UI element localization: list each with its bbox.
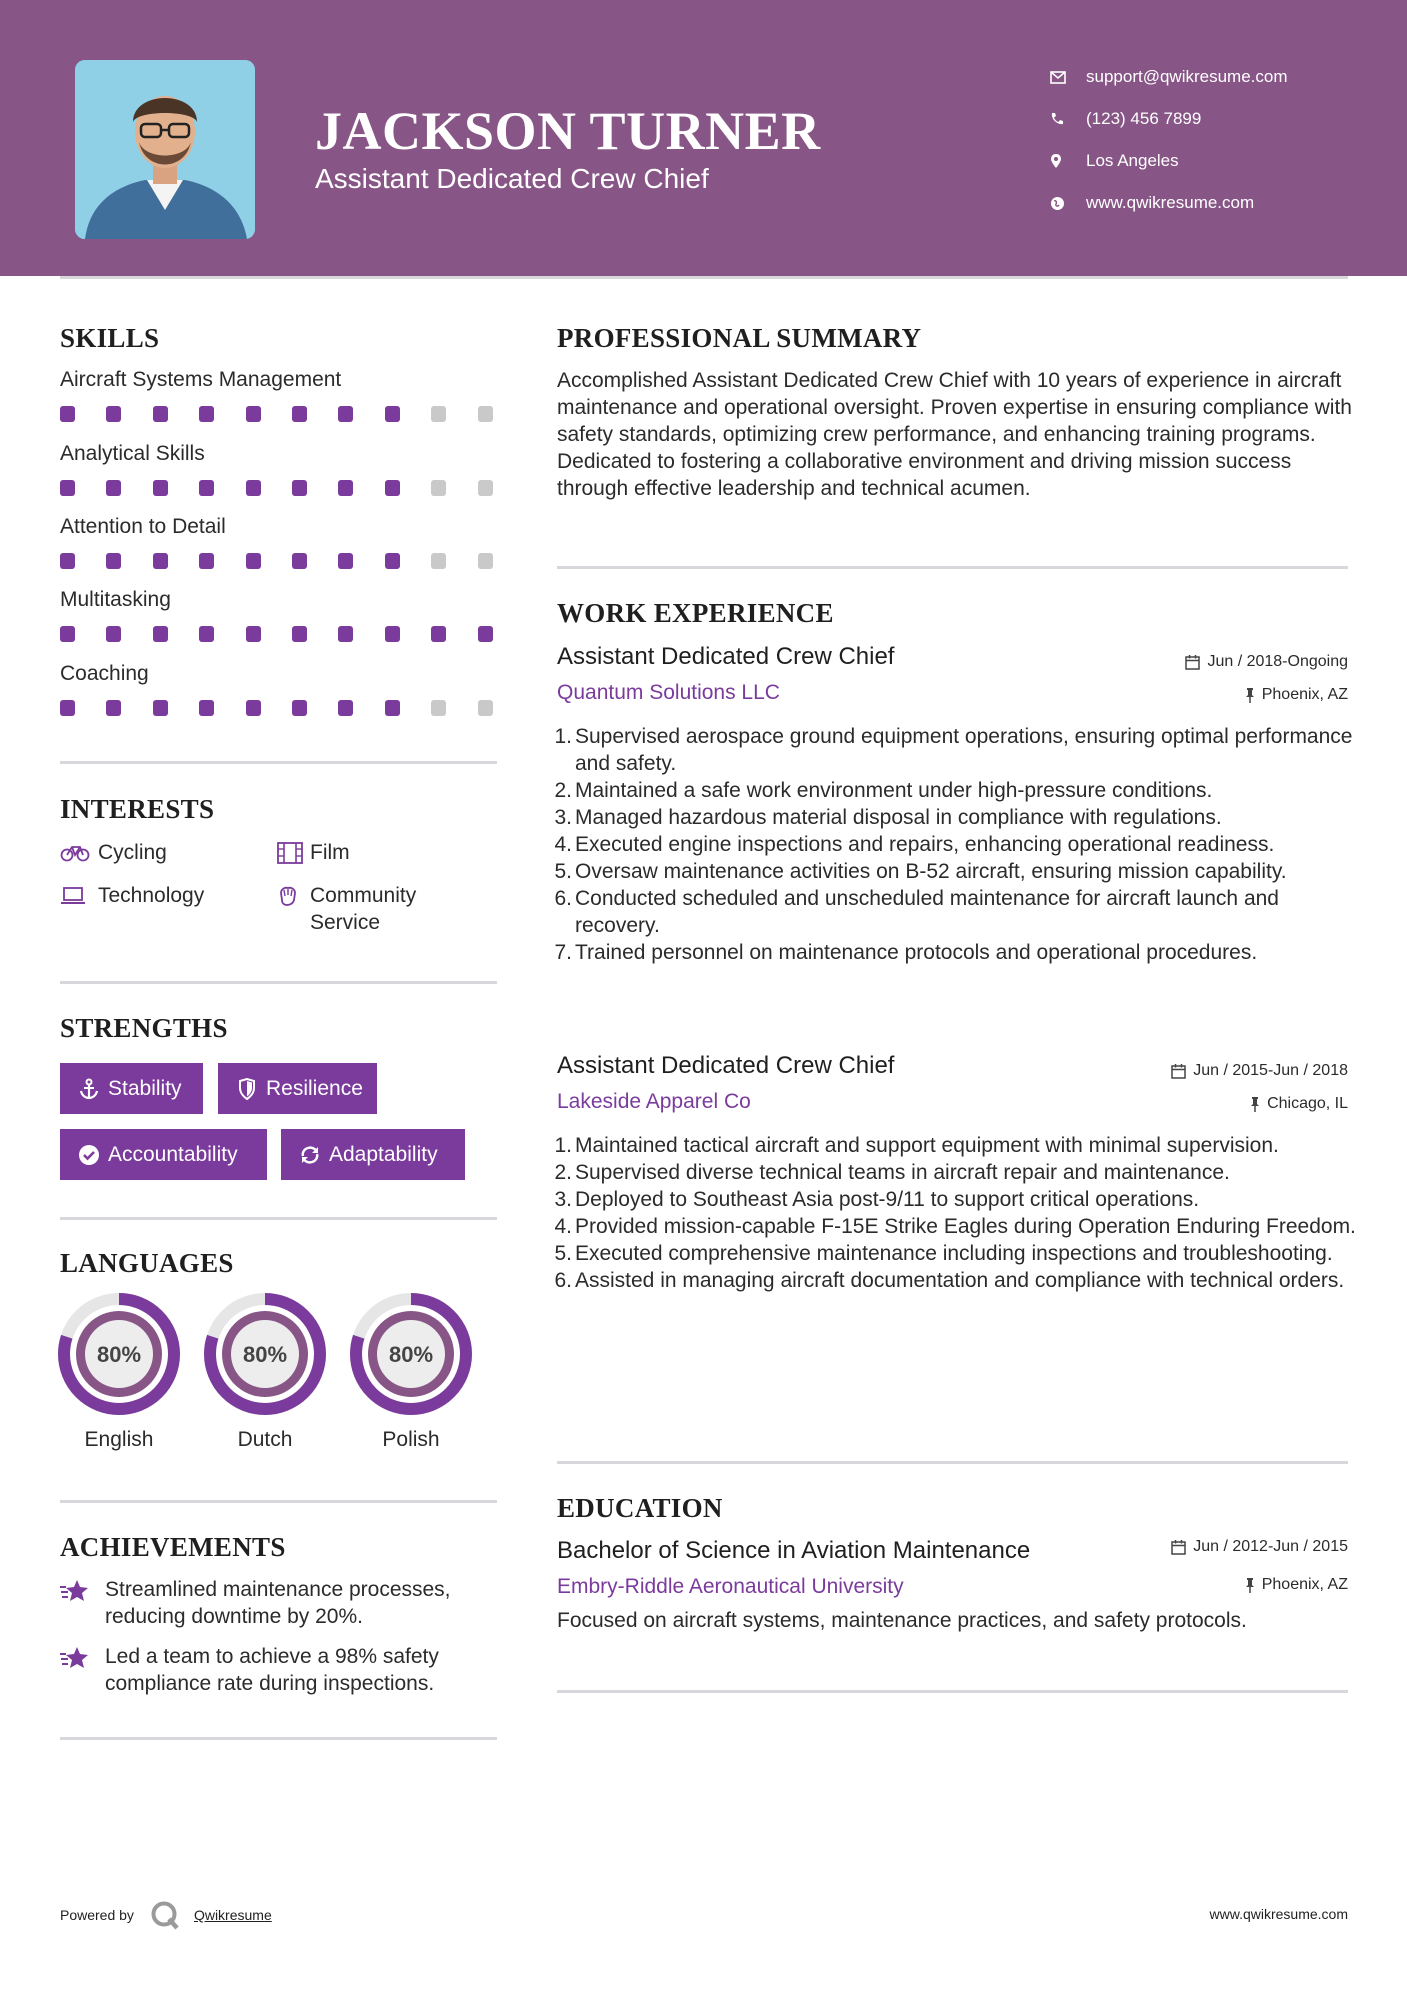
job-bullet: 4. Executed engine inspections and repairs, enhancing operational readiness. bbox=[554, 833, 1275, 856]
education-location bbox=[1245, 1576, 1348, 1594]
skill-rating bbox=[60, 700, 500, 716]
skill-dot bbox=[431, 480, 446, 496]
summary-heading: PROFESSIONAL SUMMARY bbox=[557, 323, 922, 353]
language-percent-label: 80% bbox=[388, 1342, 434, 1367]
strength-label: Stability bbox=[108, 1076, 182, 1100]
languages-heading: LANGUAGES bbox=[60, 1248, 234, 1278]
skill-rating bbox=[60, 480, 500, 496]
education-degree: Bachelor of Science in Aviation Maintenance bbox=[557, 1537, 1031, 1564]
education-location-text: Phoenix, AZ bbox=[1261, 1576, 1348, 1593]
achievements-heading: ACHIEVEMENTS bbox=[60, 1532, 286, 1562]
strengths-heading: STRENGTHS bbox=[60, 1013, 228, 1043]
job-location-text: Chicago, IL bbox=[1267, 1095, 1348, 1112]
hand-icon bbox=[277, 882, 310, 909]
interest-label: Technology bbox=[98, 884, 205, 907]
achievement-item bbox=[60, 1643, 510, 1697]
skill-dot bbox=[385, 700, 400, 716]
job-dates-text: Jun / 2015-Jun / 2018 bbox=[1193, 1062, 1348, 1079]
education-dates bbox=[1171, 1538, 1348, 1556]
achievement-text: Led a team to achieve a 98% safety compliance rate during inspections. bbox=[105, 1645, 439, 1695]
skill-dot bbox=[153, 626, 168, 642]
job-dates bbox=[1185, 653, 1348, 671]
strength-label: Adaptability bbox=[329, 1142, 438, 1166]
job-location bbox=[1250, 1095, 1348, 1113]
section-divider bbox=[557, 1690, 1348, 1693]
contact-website[interactable] bbox=[1050, 182, 1370, 224]
skill-dot bbox=[246, 480, 261, 496]
achievement-text: Streamlined maintenance processes, reducing downtime by 20%. bbox=[105, 1578, 451, 1628]
resume-header bbox=[0, 0, 1407, 276]
skill-dot bbox=[60, 626, 75, 642]
interest-label: Film bbox=[310, 841, 350, 864]
candidate-name: JACKSON TURNER bbox=[315, 101, 821, 161]
calendar-icon bbox=[1185, 655, 1200, 670]
skill-dot bbox=[292, 406, 307, 422]
skill-dot bbox=[292, 626, 307, 642]
anchor-icon bbox=[70, 1078, 108, 1100]
job-bullet: 6. Assisted in managing aircraft documentation and compliance with technical orders. bbox=[554, 1269, 1345, 1292]
skill-dot bbox=[106, 626, 121, 642]
job-company: Quantum Solutions LLC bbox=[557, 681, 780, 704]
skill-dot bbox=[60, 553, 75, 569]
skill-dot bbox=[106, 553, 121, 569]
contact-list bbox=[1050, 56, 1370, 224]
skill-dot bbox=[153, 553, 168, 569]
skill-dot bbox=[246, 700, 261, 716]
skill-dot bbox=[338, 406, 353, 422]
skill-dot bbox=[60, 406, 75, 422]
job-bullet: 3. Deployed to Southeast Asia post-9/11 to support critical operations. bbox=[554, 1188, 1200, 1211]
skill-dot bbox=[338, 626, 353, 642]
skill-dot bbox=[338, 553, 353, 569]
skill-name: Attention to Detail bbox=[60, 515, 226, 538]
job-bullet: 5. Oversaw maintenance activities on B-52 aircraft, ensuring mission capability. bbox=[554, 860, 1287, 883]
education-dates-text: Jun / 2012-Jun / 2015 bbox=[1193, 1538, 1348, 1555]
interests-heading: INTERESTS bbox=[60, 794, 215, 824]
job-role: Assistant Dedicated Crew Chief bbox=[557, 1052, 895, 1079]
skill-dot bbox=[153, 700, 168, 716]
skill-dot bbox=[199, 626, 214, 642]
star-icon bbox=[60, 1576, 105, 1630]
footer-website[interactable]: www.qwikresume.com bbox=[1209, 1906, 1348, 1922]
job-bullets bbox=[554, 723, 1357, 966]
interest-item bbox=[277, 839, 350, 866]
pin-icon bbox=[1245, 1578, 1255, 1593]
film-icon bbox=[277, 839, 310, 866]
skill-dot bbox=[478, 406, 493, 422]
map-pin-icon bbox=[1050, 153, 1086, 169]
contact-location bbox=[1050, 140, 1370, 182]
powered-by-label: Powered by bbox=[60, 1907, 134, 1923]
skill-rating bbox=[60, 553, 500, 569]
strength-badge bbox=[218, 1063, 377, 1114]
skill-dot bbox=[199, 406, 214, 422]
interest-label: Cycling bbox=[98, 841, 167, 864]
skill-dot bbox=[60, 480, 75, 496]
job-dates bbox=[1171, 1062, 1348, 1080]
skill-dot bbox=[338, 480, 353, 496]
skill-rating bbox=[60, 406, 500, 422]
qwikresume-logo-icon bbox=[150, 1900, 180, 1930]
skill-dot bbox=[60, 700, 75, 716]
skill-dot bbox=[431, 700, 446, 716]
profile-photo bbox=[75, 60, 255, 239]
skill-dot bbox=[292, 480, 307, 496]
education-school: Embry-Riddle Aeronautical University bbox=[557, 1575, 904, 1598]
skill-dot bbox=[153, 406, 168, 422]
skill-dot bbox=[478, 700, 493, 716]
section-divider bbox=[557, 566, 1348, 569]
skill-dot bbox=[246, 553, 261, 569]
skill-dot bbox=[199, 553, 214, 569]
job-location bbox=[1245, 686, 1348, 704]
skill-dot bbox=[385, 626, 400, 642]
refresh-icon bbox=[291, 1144, 329, 1166]
skill-dot bbox=[246, 406, 261, 422]
skill-name: Coaching bbox=[60, 662, 149, 685]
interest-item bbox=[60, 882, 204, 909]
language-percent-label: 80% bbox=[96, 1342, 142, 1367]
section-divider bbox=[557, 1461, 1348, 1464]
job-company: Lakeside Apparel Co bbox=[557, 1090, 751, 1113]
section-divider bbox=[60, 981, 497, 984]
section-divider bbox=[60, 1500, 497, 1503]
job-role: Assistant Dedicated Crew Chief bbox=[557, 643, 895, 670]
achievement-item bbox=[60, 1576, 510, 1630]
job-bullet: 1. Supervised aerospace ground equipment operations, ensuring optimal performance and safety. bbox=[554, 725, 1353, 775]
pin-icon bbox=[1245, 688, 1255, 703]
header-divider bbox=[60, 276, 1348, 279]
language-name: English bbox=[84, 1428, 154, 1451]
skill-dot bbox=[106, 480, 121, 496]
skill-dot bbox=[385, 406, 400, 422]
skill-dot bbox=[478, 480, 493, 496]
skill-dot bbox=[431, 626, 446, 642]
interest-label: Community Service bbox=[310, 884, 417, 934]
skill-dot bbox=[385, 553, 400, 569]
language-chart bbox=[203, 1292, 327, 1421]
footer-powered-by bbox=[60, 1900, 272, 1930]
skill-dot bbox=[478, 553, 493, 569]
job-bullet: 2. Maintained a safe work environment under high-pressure conditions. bbox=[554, 779, 1213, 802]
candidate-title: Assistant Dedicated Crew Chief bbox=[315, 163, 709, 194]
language-name: Dutch bbox=[237, 1428, 293, 1451]
section-divider bbox=[60, 761, 497, 764]
job-bullet: 4. Provided mission-capable F-15E Strike Eagles during Operation Enduring Freedom. bbox=[554, 1215, 1356, 1238]
skill-dot bbox=[292, 553, 307, 569]
skill-dot bbox=[478, 626, 493, 642]
education-description: Focused on aircraft systems, maintenance practices, and safety protocols. bbox=[557, 1609, 1247, 1632]
job-bullet: 1. Maintained tactical aircraft and support equipment with minimal supervision. bbox=[554, 1134, 1279, 1157]
calendar-icon bbox=[1171, 1064, 1186, 1079]
job-dates-text: Jun / 2018-Ongoing bbox=[1207, 653, 1348, 670]
skill-dot bbox=[338, 700, 353, 716]
job-location-text: Phoenix, AZ bbox=[1261, 686, 1348, 703]
language-percent-label: 80% bbox=[242, 1342, 288, 1367]
skill-dot bbox=[199, 700, 214, 716]
skill-dot bbox=[431, 406, 446, 422]
interest-item bbox=[277, 882, 477, 936]
skill-dot bbox=[199, 480, 214, 496]
contact-website-text: www.qwikresume.com bbox=[1086, 193, 1255, 212]
skill-dot bbox=[292, 700, 307, 716]
strength-label: Resilience bbox=[266, 1076, 363, 1100]
skill-dot bbox=[246, 626, 261, 642]
interest-item bbox=[60, 839, 167, 866]
skill-name: Analytical Skills bbox=[60, 442, 205, 465]
shield-icon bbox=[228, 1078, 266, 1100]
experience-heading: WORK EXPERIENCE bbox=[557, 598, 834, 628]
laptop-icon bbox=[60, 882, 98, 909]
job-bullet: 6. Conducted scheduled and unscheduled maintenance for aircraft launch and recovery. bbox=[554, 887, 1279, 937]
strength-badge bbox=[281, 1129, 465, 1180]
strength-badge bbox=[60, 1129, 267, 1180]
job-bullet: 3. Managed hazardous material disposal in compliance with regulations. bbox=[554, 806, 1222, 829]
star-icon bbox=[60, 1643, 105, 1697]
strength-badge bbox=[60, 1063, 203, 1114]
phone-icon bbox=[1050, 112, 1086, 126]
check-circle-icon bbox=[70, 1144, 108, 1166]
skills-heading: SKILLS bbox=[60, 323, 160, 353]
education-heading: EDUCATION bbox=[557, 1493, 723, 1523]
contact-phone[interactable] bbox=[1050, 98, 1370, 140]
job-bullet: 5. Executed comprehensive maintenance including inspections and troubleshooting. bbox=[554, 1242, 1333, 1265]
skill-dot bbox=[385, 480, 400, 496]
contact-phone-text: (123) 456 7899 bbox=[1086, 109, 1202, 128]
skill-rating bbox=[60, 626, 500, 642]
job-bullet: 7. Trained personnel on maintenance protocols and operational procedures. bbox=[554, 941, 1258, 964]
skill-dot bbox=[106, 406, 121, 422]
job-bullets bbox=[554, 1132, 1357, 1294]
skill-name: Aircraft Systems Management bbox=[60, 368, 342, 391]
language-chart bbox=[57, 1292, 181, 1421]
globe-icon bbox=[1050, 196, 1086, 211]
brand-link[interactable]: Qwikresume bbox=[193, 1907, 272, 1923]
strength-label: Accountability bbox=[108, 1142, 238, 1166]
section-divider bbox=[60, 1737, 497, 1740]
skill-dot bbox=[106, 700, 121, 716]
pin-icon bbox=[1250, 1097, 1260, 1112]
skill-dot bbox=[153, 480, 168, 496]
language-name: Polish bbox=[382, 1428, 440, 1451]
section-divider bbox=[60, 1217, 497, 1220]
skill-name: Multitasking bbox=[60, 588, 171, 611]
summary-text: Accomplished Assistant Dedicated Crew Chief with 10 years of experience in aircraft maintenance and operational oversight. Proven expertise in ensuring compliance with safety standards, optimizing crew performance, and enhancing training programs. Dedicated to fostering a collaborative environment and driving mission success through effective leadership and technical acumen. bbox=[557, 369, 1352, 500]
job-bullet: 2. Supervised diverse technical teams in aircraft repair and maintenance. bbox=[554, 1161, 1230, 1184]
bicycle-icon bbox=[60, 839, 98, 866]
contact-email-text: support@qwikresume.com bbox=[1086, 67, 1288, 86]
skill-dot bbox=[431, 553, 446, 569]
contact-location-text: Los Angeles bbox=[1086, 151, 1179, 170]
language-chart bbox=[349, 1292, 473, 1421]
contact-email[interactable] bbox=[1050, 56, 1370, 98]
envelope-icon bbox=[1050, 71, 1086, 84]
calendar-icon bbox=[1171, 1540, 1186, 1555]
